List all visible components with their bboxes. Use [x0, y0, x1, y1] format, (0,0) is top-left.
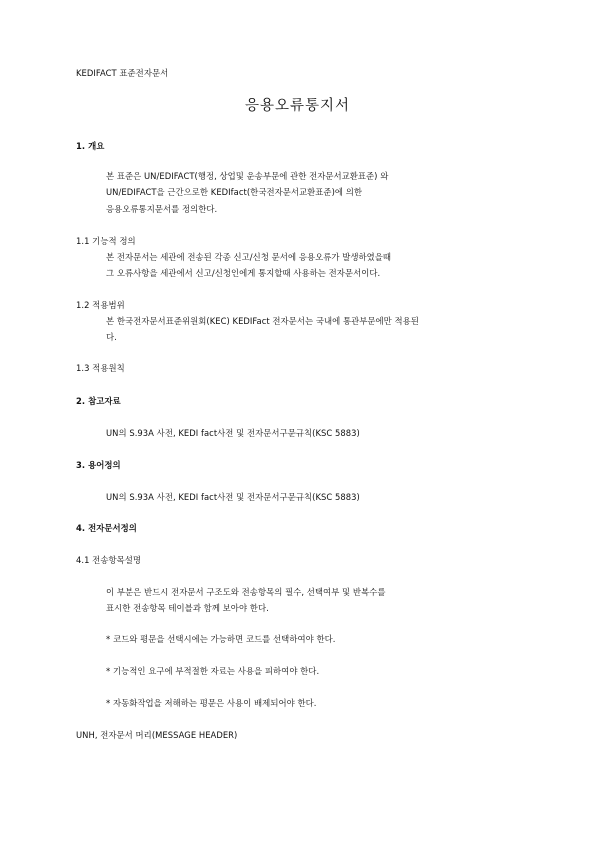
section-1-1-line-2: 그 오류사항을 세관에서 신고/신청인에게 통지할때 사용하는 전자문서이다. [106, 268, 381, 278]
footer-line: UNH, 전자문서 머리(MESSAGE HEADER) [76, 730, 238, 740]
section-1-heading: 1. 개요 [76, 141, 105, 151]
section-4-1-line-2: 표시한 전송항목 테이블과 함께 보아야 한다. [106, 603, 269, 613]
section-1-2-heading: 1.2 적용범위 [76, 300, 125, 310]
section-1-1-heading: 1.1 기능적 정의 [76, 236, 136, 246]
bullet-item-2: * 기능적인 요구에 부적절한 자료는 사용을 피하여야 한다. [106, 666, 320, 676]
section-4-heading: 4. 전자문서정의 [76, 523, 137, 533]
section-1-2-line-2: 다. [106, 332, 117, 342]
document-title: 응용오류통지서 [244, 98, 351, 114]
section-1-line-3: 응용오류통지문서를 정의한다. [106, 204, 218, 214]
section-1-2-line-1: 본 한국전자문서표준위원회(KEC) KEDIFact 전자문서는 국내에 통관부문에만 적용된 [106, 316, 419, 326]
section-2-heading: 2. 참고자료 [76, 396, 121, 406]
document-header: KEDIFACT 표준전자문서 [76, 68, 169, 78]
section-1-line-1: 본 표준은 UN/EDIFACT(행정, 상업및 운송부문에 관한 전자문서교환표준) 와 [106, 171, 389, 181]
section-1-3-heading: 1.3 적용원칙 [76, 363, 125, 373]
section-3-heading: 3. 용어정의 [76, 460, 121, 470]
section-2-line: UN의 S.93A 사전, KEDI fact사전 및 전자문서구문규칙(KSC 5883) [106, 428, 360, 438]
bullet-item-3: * 자동화작업을 저해하는 평문은 사용이 배제되어야 한다. [106, 698, 317, 708]
section-1-1-line-1: 본 전자문서는 세관에 전송된 각종 신고/신청 문서에 응용오류가 발생하였을때 [106, 252, 392, 262]
section-4-1-line-1: 이 부분은 반드시 전자문서 구조도와 전송항목의 필수, 선택여부 및 반복수를 [106, 587, 386, 597]
section-3-line: UN의 S.93A 사전, KEDI fact사전 및 전자문서구문규칙(KSC 5883) [106, 492, 360, 502]
bullet-item-1: * 코드와 평문을 선택시에는 가능하면 코드를 선택하여야 한다. [106, 634, 336, 644]
section-4-1-heading: 4.1 전송항목설명 [76, 555, 142, 565]
section-1-line-2: UN/EDIFACT을 근간으로한 KEDIfact(한국전자문서교환표준)에 의한 [106, 187, 363, 197]
